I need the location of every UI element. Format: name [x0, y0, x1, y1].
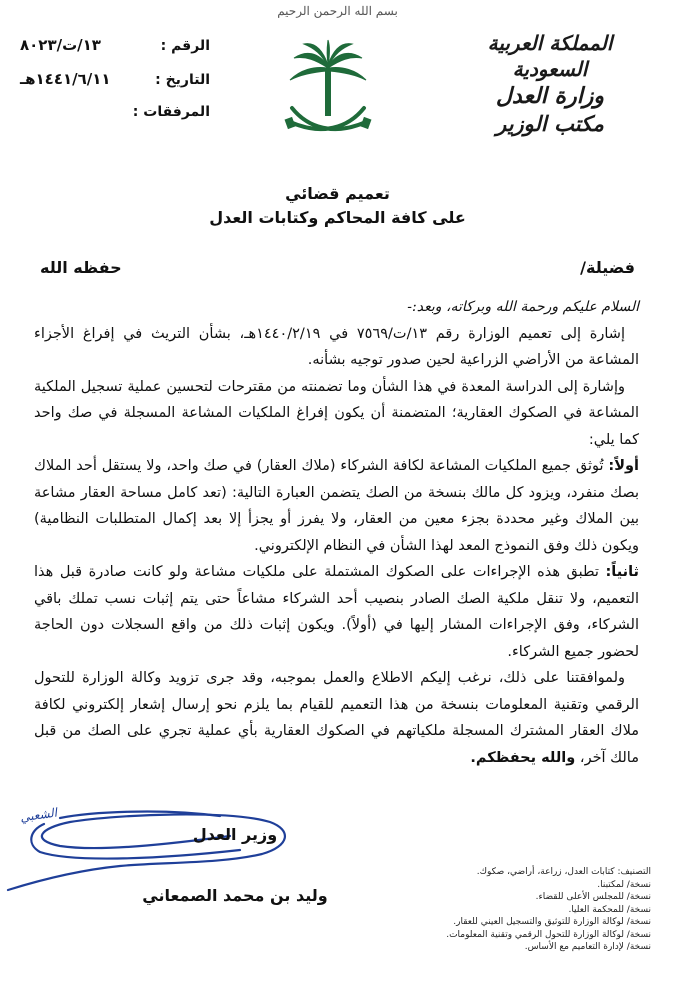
copy-line: نسخة/ لوكالة الوزارة للتوثيق والتسجيل العيني للعقار. — [453, 917, 651, 927]
circular-title — [0, 182, 675, 230]
palm-swords-emblem-icon — [278, 38, 378, 148]
paragraph-3-text: ولموافقتنا على ذلك، نرغب إليكم الاطلاع والعمل بموجبه، وقد جرى تزويد وكالة الوزارة للتحول الرقمي وتقنية المعلومات بنسخة من هذا التعميم للقيام بما يلزم نحو إرسال إشعار إلكتروني لكافة ملاك العقار المشترك المسجلة ملكياتهم في الصكوك العقارية بأي عملية تجري على الصك من قبل مالك آخر، — [34, 670, 639, 766]
copy-line: نسخة/ للمجلس الأعلى للقضاء. — [535, 892, 651, 902]
date-value: ١٤٤١/٦/١١هـ — [20, 70, 111, 88]
minister-name: وليد بن محمد الصمعاني — [142, 886, 328, 905]
paragraph-3 — [34, 665, 639, 771]
letterhead-office: مكتب الوزير — [496, 111, 604, 136]
minister-signature-block — [120, 818, 350, 905]
salutation-addressee: فضيلة/ — [580, 258, 635, 277]
copy-line: نسخة/ لوكالة الوزارة للتحول الرقمي وتقنية المعلومات. — [446, 929, 651, 940]
reference-block — [20, 36, 210, 138]
item-second-text: تطبق هذه الإجراءات على الصكوك المشتملة على ملكيات مشاعة ولو كانت صادرة قبل هذا التعميم، ولا تنقل ملكية الصك الصادر بنصيب أحد الشركاء مشاعاً حتى يتم إثبات نسب تملك باقي الشركاء، وفق الإجراءات المشار إليها في (أولاً). ويكون إثبات ذلك من واقع السجلات دون الحاجة لحضور جميع الشركاء. — [34, 564, 639, 660]
classification-list — [381, 866, 651, 954]
minister-title: وزير العدل — [192, 825, 278, 844]
title-line-2: على كافة المحاكم وكتابات العدل — [209, 208, 466, 227]
copy-line: نسخة/ لمكتبنا. — [597, 879, 651, 890]
paragraph-1: إشارة إلى تعميم الوزارة رقم ١٣/ت/٧٥٦٩ في ١٤٤٠/٢/١٩هـ، بشأن التريث في إفراغ الأجزاء المشاعة من الأراضي الزراعية لحين صدور توجيه بشأنه. — [34, 325, 639, 368]
title-line-1: تعميم قضائي — [285, 184, 390, 203]
letterhead-country: المملكة العربية السعودية — [487, 31, 613, 81]
letter-body — [34, 294, 639, 771]
initials-mark: الشعبي — [19, 805, 58, 825]
item-second — [34, 559, 639, 665]
item-first-text: تُوثق جميع الملكيات المشاعة لكافة الشركاء (ملاك العقار) في صك واحد، ولا يستقل أحد الملاك بصك منفرد، ويزود كل مالك بنسخة من الصك يتضمن العبارة التالية: (تعد كامل مساحة العقار مشاعة بين الملاك وغير محددة بجزء معين من العقار، ولا يفرز أو يجزأ إلا بعد إكمال المتطلبات النظامية) ويكون ذلك وفق النموذج المعد لهذا الشأن في النظام الإلكتروني. — [34, 458, 639, 554]
ministry-letterhead — [455, 30, 645, 138]
item-first-lead: أولاً: — [608, 458, 639, 474]
copy-line: نسخة/ للمحكمة العليا. — [568, 904, 651, 915]
salutation — [40, 258, 635, 282]
item-second-lead: ثانياً: — [605, 564, 639, 580]
letterhead-ministry: وزارة العدل — [495, 83, 605, 109]
closing-phrase: والله يحفظكم. — [470, 749, 576, 766]
item-first — [34, 453, 639, 559]
salutation-blessing: حفظه الله — [40, 258, 122, 277]
greeting: السلام عليكم ورحمة الله وبركاته، وبعد:- — [407, 299, 639, 315]
attachments-label: المرفقات : — [132, 104, 210, 120]
copy-line: نسخة/ لإدارة التعاميم مع الأساس. — [524, 942, 651, 952]
classification-line: التصنيف: كتابات العدل، زراعة، أراضي، صكوك. — [476, 867, 651, 877]
number-label: الرقم : — [160, 38, 210, 54]
date-label: التاريخ : — [155, 72, 210, 88]
paragraph-2: وإشارة إلى الدراسة المعدة في هذا الشأن وما تضمنته من مقترحات لتحسين عملية تسجيل الملكية المشاعة في الصكوك العقارية؛ المتضمنة أن يكون إفراغ الملكيات المشاعة المسجلة في صك واحد كما يلي: — [34, 378, 639, 448]
number-value: ١٣/ت/٨٠٢٣ — [20, 36, 101, 54]
basmala: بسم الله الرحمن الرحيم — [277, 4, 398, 18]
